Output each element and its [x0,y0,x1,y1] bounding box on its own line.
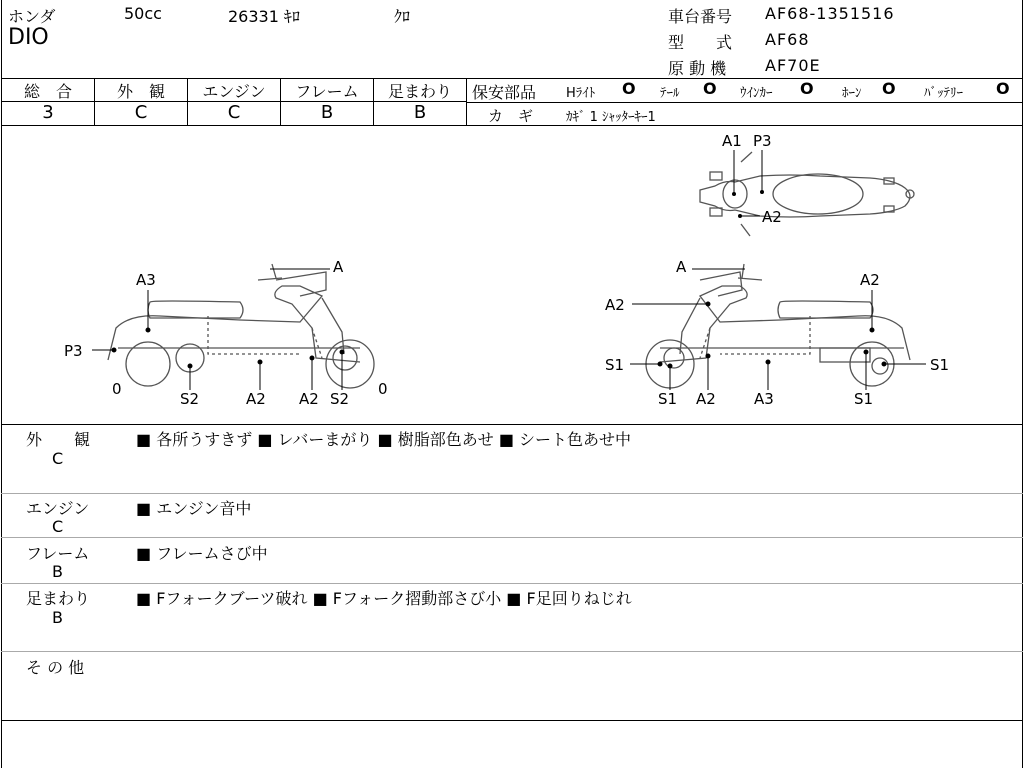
bullet-icon: ■ [377,430,398,449]
remark-item: シート色あせ中 [519,430,632,449]
top-label-a2: A2 [762,208,782,226]
safety-tail-label: ﾃｰﾙ [660,86,680,101]
right-label-a3: A3 [754,390,774,408]
remarks-divider [1,651,1023,652]
remark-frame-list [136,541,268,564]
safety-horn-label: ﾎｰﾝ [842,86,862,101]
remark-item: 樹脂部色あせ [397,430,494,449]
grade-label-frame: フレーム [295,82,359,101]
right-label-s1-bottom-rear: S1 [854,390,874,408]
remark-exterior-grade: C [52,449,64,468]
bullet-icon: ■ [257,430,278,449]
color: ｸﾛ [394,7,411,26]
displacement: 50cc [124,4,162,23]
bullet-icon: ■ [136,499,157,518]
grade-value-exterior: C [134,102,148,123]
right-label-a2-seat: A2 [860,271,880,289]
remark-item: レバーまがり [277,430,373,449]
safety-mid [467,102,1022,103]
grade-label-exterior: 外 観 [116,82,165,101]
remark-item: Fフォークブーツ破れ [156,589,308,608]
bullet-icon: ■ [136,544,157,563]
grade-label-overall: 総 合 [23,82,72,101]
left-label-0-front: 0 [378,380,388,398]
right-view-labels [605,258,949,408]
left-label-a2-front: A2 [299,390,319,408]
safety-battery-label: ﾊﾞｯﾃﾘｰ [924,86,963,101]
remarks-divider [1,583,1023,584]
bullet-icon: ■ [136,430,157,449]
frame-no: AF68-1351516 [765,4,895,23]
remark-item: Fフォーク摺動部さび小 [332,589,502,608]
right-label-a2-handle: A2 [605,296,625,314]
remarks-divider [1,493,1023,494]
type-label: 型 式 [668,33,733,52]
bullet-icon: ■ [136,589,157,608]
remark-item: 各所うすきず [156,430,253,449]
remark-item: F足回りねじれ [526,589,632,608]
frame-no-label: 車台番号 [668,7,733,26]
remark-suspension-list [136,586,632,609]
safety-horn-mark: O [882,79,896,98]
remark-engine-grade: C [52,517,64,536]
safety-winker-label: ｳｲﾝｶｰ [740,86,773,101]
remark-frame-grade: B [52,562,63,581]
right-label-s1-rear: S1 [930,356,950,374]
type: AF68 [765,30,810,49]
bullet-icon: ■ [506,589,527,608]
remark-suspension-grade: B [52,608,63,627]
remark-other-label: そ の 他 [26,658,85,677]
top-label-a1: A1 [722,132,742,150]
remark-item: フレームさび中 [156,544,268,563]
remarks-bottom [1,720,1023,721]
grade-label-suspension: 足まわり [387,82,452,101]
left-label-p3: P3 [64,342,83,360]
right-label-s1-front: S1 [605,356,625,374]
top-label-p3: P3 [753,132,772,150]
maker: ホンダ [8,7,56,26]
safety-label: 保安部品 [472,83,537,102]
remarks-top [1,424,1023,425]
left-label-s2-rear: S2 [180,390,200,408]
safety-headlight-mark: O [622,79,636,98]
remark-exterior-list [136,427,631,450]
left-label-0-rear: 0 [112,380,122,398]
key-label: カ ギ [488,107,534,125]
grade-divider [466,78,467,125]
top-view-labels [722,132,782,226]
bullet-icon: ■ [498,430,520,449]
grade-value-overall: 3 [42,102,54,123]
safety-tail-mark: O [703,79,717,98]
engine-label: 原 動 機 [668,59,727,78]
safety-headlight-label: Hﾗｲﾄ [566,86,596,101]
right-label-s1-bottom-front: S1 [658,390,678,408]
left-label-a: A [333,258,344,276]
remark-exterior-label: 外 観 [26,430,91,449]
left-label-a2-body: A2 [246,390,266,408]
engine-model: AF70E [765,56,821,75]
remarks-divider [1,537,1023,538]
safety-battery-mark: O [996,79,1010,98]
right-label-a2-bottom: A2 [696,390,716,408]
model-name: DIO [8,25,49,50]
grade-value-frame: B [320,102,334,123]
grade-value-suspension: B [413,102,427,123]
grade-value-engine: C [227,102,241,123]
remark-item: エンジン音中 [156,499,252,518]
left-label-a3: A3 [136,271,156,289]
remark-engine-label: エンジン [26,499,90,518]
remark-engine-list [136,496,251,519]
key-value: ｶｷﾞ 1 ｼｬｯﾀｰｷｰ1 [566,110,656,125]
mileage: 26331 ｷﾛ [228,7,300,26]
bullet-icon: ■ [312,589,333,608]
grade-label-engine: エンジン [202,82,266,101]
remark-suspension-label: 足まわり [26,589,91,608]
left-label-s2-front: S2 [330,390,350,408]
remark-frame-label: フレーム [26,544,90,563]
safety-winker-mark: O [800,79,814,98]
damage-diagram [0,126,1024,424]
right-label-a: A [676,258,687,276]
